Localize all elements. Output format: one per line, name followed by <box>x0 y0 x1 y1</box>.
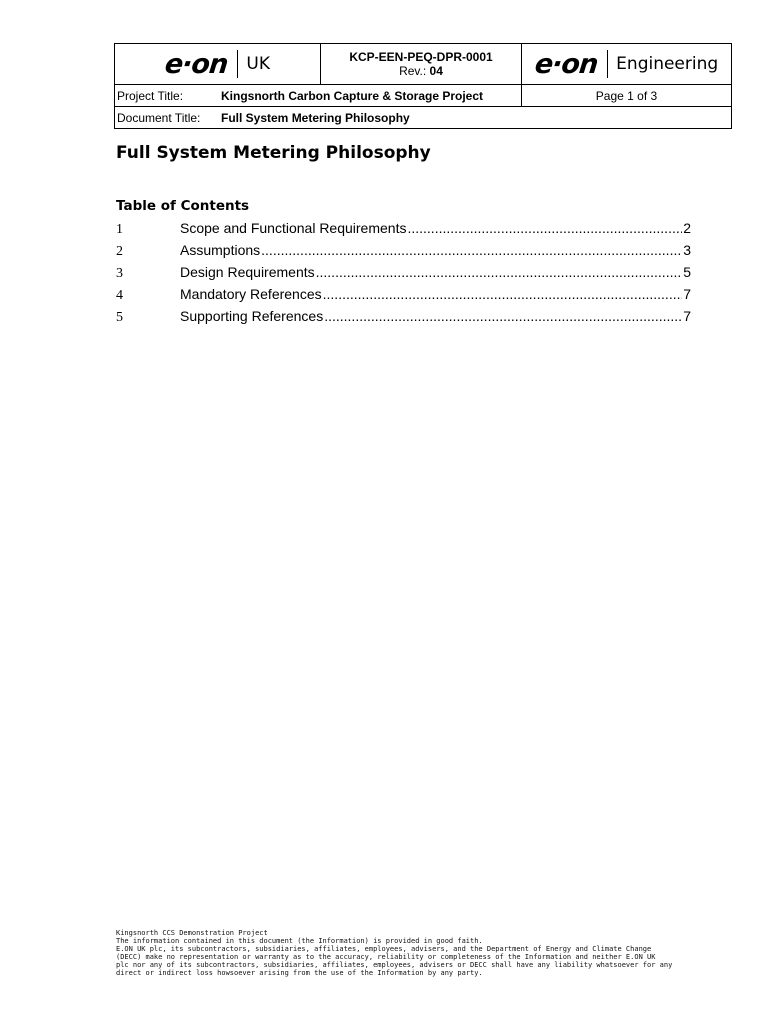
footer-line: E.ON UK plc, its subcontractors, subsidiaries, affiliates, employees, advisers, and the Department of Energy and Climate Change <box>116 945 652 953</box>
document-title-cell <box>115 107 732 129</box>
eon-uk-logo <box>165 44 270 84</box>
project-title: Kingsnorth Carbon Capture & Storage Project <box>221 88 484 103</box>
toc-entry-title[interactable]: Assumptions <box>180 242 261 258</box>
footer-line: (DECC) make no representation or warranty as to the accuracy, reliability or completeness of the Information and neither E.ON UK <box>116 953 656 961</box>
toc-entry-scope[interactable] <box>116 220 691 242</box>
toc-dot-leader <box>261 242 682 258</box>
toc-entry-title[interactable]: Scope and Functional Requirements <box>180 220 407 236</box>
logo-subtitle-engineering: Engineering <box>616 54 719 74</box>
toc-entry-design-requirements[interactable] <box>116 264 691 286</box>
legal-disclaimer-footer <box>116 929 673 977</box>
toc-entry-number: 2 <box>116 244 123 259</box>
project-title-cell <box>115 85 522 107</box>
toc-entry-page[interactable]: 5 <box>683 264 691 280</box>
toc-dot-leader <box>323 286 683 302</box>
toc-entry-number: 4 <box>116 288 123 303</box>
toc-entry-supporting-references[interactable] <box>116 308 691 330</box>
toc-entry-mandatory-references[interactable] <box>116 286 691 308</box>
document-header <box>114 43 732 129</box>
document-reference-cell <box>321 44 522 85</box>
eon-uk-logo-cell <box>115 44 321 85</box>
toc-entry-number: 5 <box>116 310 123 325</box>
eon-logo-mark: e·on <box>533 48 599 80</box>
toc-entry-assumptions[interactable] <box>116 242 691 264</box>
revision-label: Rev.: <box>399 64 427 78</box>
logo-divider <box>607 50 608 78</box>
logo-divider <box>237 50 238 78</box>
toc-entry-number: 3 <box>116 266 123 281</box>
eon-logo-mark: e·on <box>163 48 230 80</box>
toc-dot-leader <box>324 308 682 324</box>
toc-heading: Table of Contents <box>116 198 250 214</box>
page-title: Full System Metering Philosophy <box>116 143 431 163</box>
eon-engineering-logo <box>535 44 718 84</box>
revision <box>321 64 521 78</box>
toc-entry-title[interactable]: Mandatory References <box>180 286 322 302</box>
toc-entry-page[interactable]: 7 <box>683 308 691 324</box>
toc-entry-number: 1 <box>116 222 123 237</box>
document-code: KCP-EEN-PEQ-DPR-0001 <box>349 50 493 64</box>
toc-entry-title[interactable]: Design Requirements <box>180 264 315 280</box>
toc-dot-leader <box>407 220 682 236</box>
footer-line: plc nor any of its subcontractors, subsidiaries, affiliates, employees, advisers or DECC shall have any liability whatsoever for any <box>116 961 673 969</box>
revision-value: 04 <box>429 64 443 78</box>
document-title-label: Document Title: <box>117 110 201 125</box>
toc-entry-page[interactable]: 7 <box>683 286 691 302</box>
document-title: Full System Metering Philosophy <box>221 110 410 125</box>
toc-entry-title[interactable]: Supporting References <box>180 308 324 324</box>
logo-subtitle-uk: UK <box>246 54 270 74</box>
footer-line: The information contained in this document (the Information) is provided in good faith. <box>116 937 483 945</box>
page-number: Page 1 of 3 <box>522 85 732 107</box>
toc-entry-page[interactable]: 3 <box>683 242 691 258</box>
toc-dot-leader <box>316 264 683 280</box>
eon-engineering-logo-cell <box>522 44 732 85</box>
footer-line: Kingsnorth CCS Demonstration Project <box>116 929 268 937</box>
table-of-contents <box>116 220 691 330</box>
footer-line: direct or indirect loss howsoever arising from the use of the Information by any party. <box>116 969 483 977</box>
project-title-label: Project Title: <box>117 88 184 103</box>
toc-entry-page[interactable]: 2 <box>683 220 691 236</box>
